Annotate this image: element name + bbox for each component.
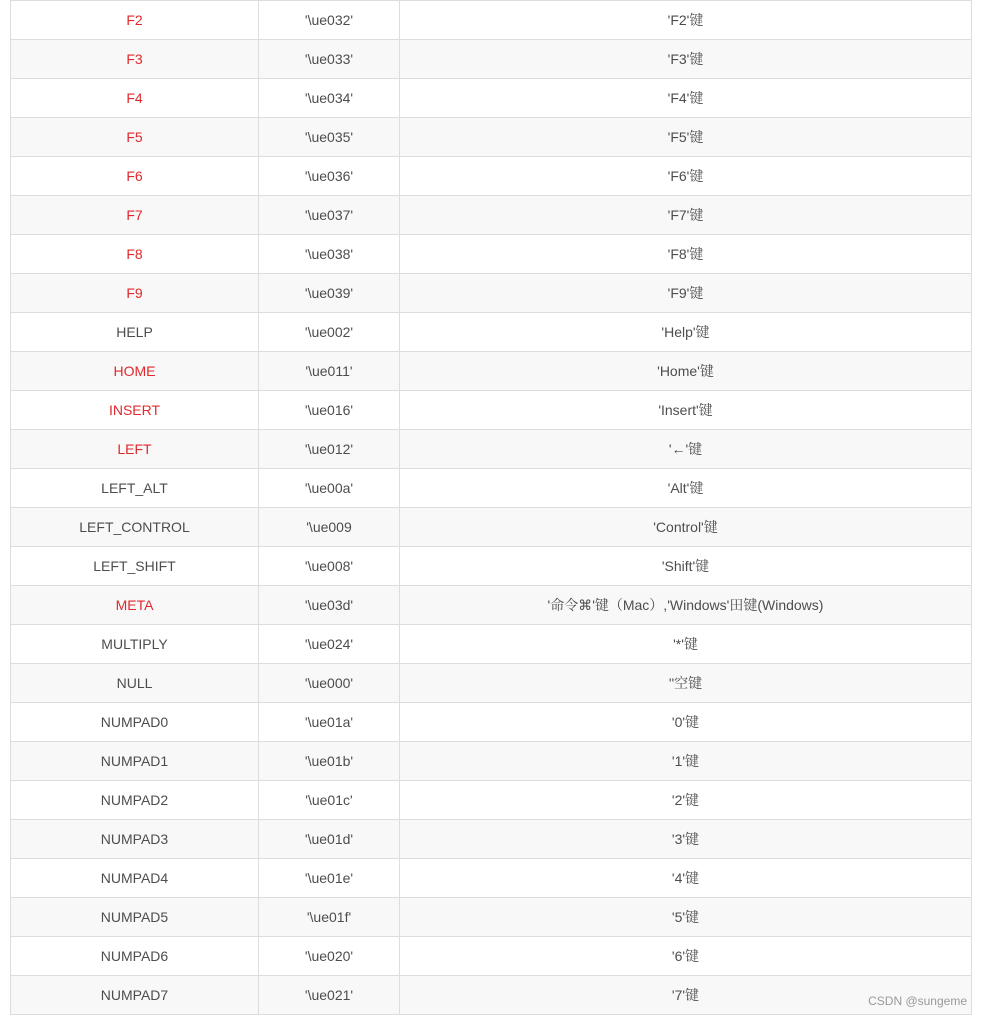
key-code-cell: '\ue016' <box>259 391 400 430</box>
key-code-cell: '\ue032' <box>259 1 400 40</box>
table-row <box>11 196 972 235</box>
key-code-cell: '\ue024' <box>259 625 400 664</box>
table-row <box>11 781 972 820</box>
key-description-cell: '命令⌘'键（Mac）,'Windows'田键(Windows) <box>400 586 972 625</box>
key-name-cell: NUMPAD7 <box>11 976 259 1015</box>
key-code-cell: '\ue034' <box>259 79 400 118</box>
key-name-cell: F9 <box>11 274 259 313</box>
key-description-cell: '5'键 <box>400 898 972 937</box>
key-name-cell: NUMPAD2 <box>11 781 259 820</box>
key-code-cell: '\ue020' <box>259 937 400 976</box>
key-description-cell: 'F5'键 <box>400 118 972 157</box>
keys-table <box>10 0 972 1015</box>
key-name-cell: HELP <box>11 313 259 352</box>
key-code-cell: '\ue01e' <box>259 859 400 898</box>
key-description-cell: '4'键 <box>400 859 972 898</box>
key-name-cell: F8 <box>11 235 259 274</box>
key-name-cell: NUMPAD1 <box>11 742 259 781</box>
key-code-cell: '\ue033' <box>259 40 400 79</box>
key-code-cell: '\ue002' <box>259 313 400 352</box>
key-name-cell: F4 <box>11 79 259 118</box>
table-row <box>11 1 972 40</box>
key-description-cell: '2'键 <box>400 781 972 820</box>
table-row <box>11 703 972 742</box>
key-name-cell: INSERT <box>11 391 259 430</box>
key-name-cell: NUMPAD5 <box>11 898 259 937</box>
key-code-cell: '\ue01d' <box>259 820 400 859</box>
key-code-cell: '\ue00a' <box>259 469 400 508</box>
key-description-cell: '←'键 <box>400 430 972 469</box>
key-code-cell: '\ue037' <box>259 196 400 235</box>
key-code-cell: '\ue036' <box>259 157 400 196</box>
table-row <box>11 313 972 352</box>
key-description-cell: 'F3'键 <box>400 40 972 79</box>
key-name-cell: F6 <box>11 157 259 196</box>
key-description-cell: 'Help'键 <box>400 313 972 352</box>
key-description-cell: 'F4'键 <box>400 79 972 118</box>
key-description-cell: 'F9'键 <box>400 274 972 313</box>
table-row <box>11 235 972 274</box>
key-name-cell: NULL <box>11 664 259 703</box>
table-row <box>11 118 972 157</box>
key-code-cell: '\ue038' <box>259 235 400 274</box>
key-name-cell: LEFT_SHIFT <box>11 547 259 586</box>
key-description-cell: 'Insert'键 <box>400 391 972 430</box>
key-name-cell: F3 <box>11 40 259 79</box>
key-code-cell: '\ue01c' <box>259 781 400 820</box>
table-row <box>11 742 972 781</box>
key-code-cell: '\ue01f' <box>259 898 400 937</box>
key-name-cell: NUMPAD6 <box>11 937 259 976</box>
key-description-cell: 'F8'键 <box>400 235 972 274</box>
table-row <box>11 469 972 508</box>
key-description-cell: 'F2'键 <box>400 1 972 40</box>
key-code-cell: '\ue011' <box>259 352 400 391</box>
key-code-cell: '\ue000' <box>259 664 400 703</box>
key-description-cell: '7'键 <box>400 976 972 1015</box>
key-name-cell: F7 <box>11 196 259 235</box>
key-name-cell: F5 <box>11 118 259 157</box>
key-name-cell: LEFT <box>11 430 259 469</box>
key-name-cell: MULTIPLY <box>11 625 259 664</box>
key-description-cell: 'F7'键 <box>400 196 972 235</box>
key-name-cell: META <box>11 586 259 625</box>
table-row <box>11 547 972 586</box>
key-code-cell: '\ue039' <box>259 274 400 313</box>
key-description-cell: 'Control'键 <box>400 508 972 547</box>
table-row <box>11 859 972 898</box>
key-description-cell: '*'键 <box>400 625 972 664</box>
key-code-cell: '\ue008' <box>259 547 400 586</box>
table-row <box>11 625 972 664</box>
watermark: CSDN @sungeme <box>868 994 967 1008</box>
key-description-cell: '3'键 <box>400 820 972 859</box>
key-name-cell: LEFT_CONTROL <box>11 508 259 547</box>
table-row <box>11 508 972 547</box>
key-description-cell: '0'键 <box>400 703 972 742</box>
table-row <box>11 898 972 937</box>
table-row <box>11 820 972 859</box>
key-description-cell: ''空键 <box>400 664 972 703</box>
table-row <box>11 40 972 79</box>
key-description-cell: 'Home'键 <box>400 352 972 391</box>
key-description-cell: '1'键 <box>400 742 972 781</box>
table-row <box>11 430 972 469</box>
key-name-cell: NUMPAD4 <box>11 859 259 898</box>
keys-table-body <box>11 1 972 1015</box>
key-code-cell: '\ue01a' <box>259 703 400 742</box>
key-code-cell: '\ue01b' <box>259 742 400 781</box>
key-description-cell: '6'键 <box>400 937 972 976</box>
table-row <box>11 664 972 703</box>
key-name-cell: NUMPAD0 <box>11 703 259 742</box>
table-row <box>11 976 972 1015</box>
key-name-cell: F2 <box>11 1 259 40</box>
table-row <box>11 937 972 976</box>
key-code-cell: '\ue012' <box>259 430 400 469</box>
key-description-cell: 'Alt'键 <box>400 469 972 508</box>
key-description-cell: 'F6'键 <box>400 157 972 196</box>
key-description-cell: 'Shift'键 <box>400 547 972 586</box>
key-name-cell: NUMPAD3 <box>11 820 259 859</box>
key-code-cell: '\ue021' <box>259 976 400 1015</box>
key-name-cell: HOME <box>11 352 259 391</box>
table-row <box>11 391 972 430</box>
key-name-cell: LEFT_ALT <box>11 469 259 508</box>
table-row <box>11 157 972 196</box>
key-code-cell: '\ue03d' <box>259 586 400 625</box>
key-code-cell: '\ue009 <box>259 508 400 547</box>
table-row <box>11 586 972 625</box>
table-row <box>11 352 972 391</box>
key-code-cell: '\ue035' <box>259 118 400 157</box>
table-row <box>11 274 972 313</box>
table-row <box>11 79 972 118</box>
